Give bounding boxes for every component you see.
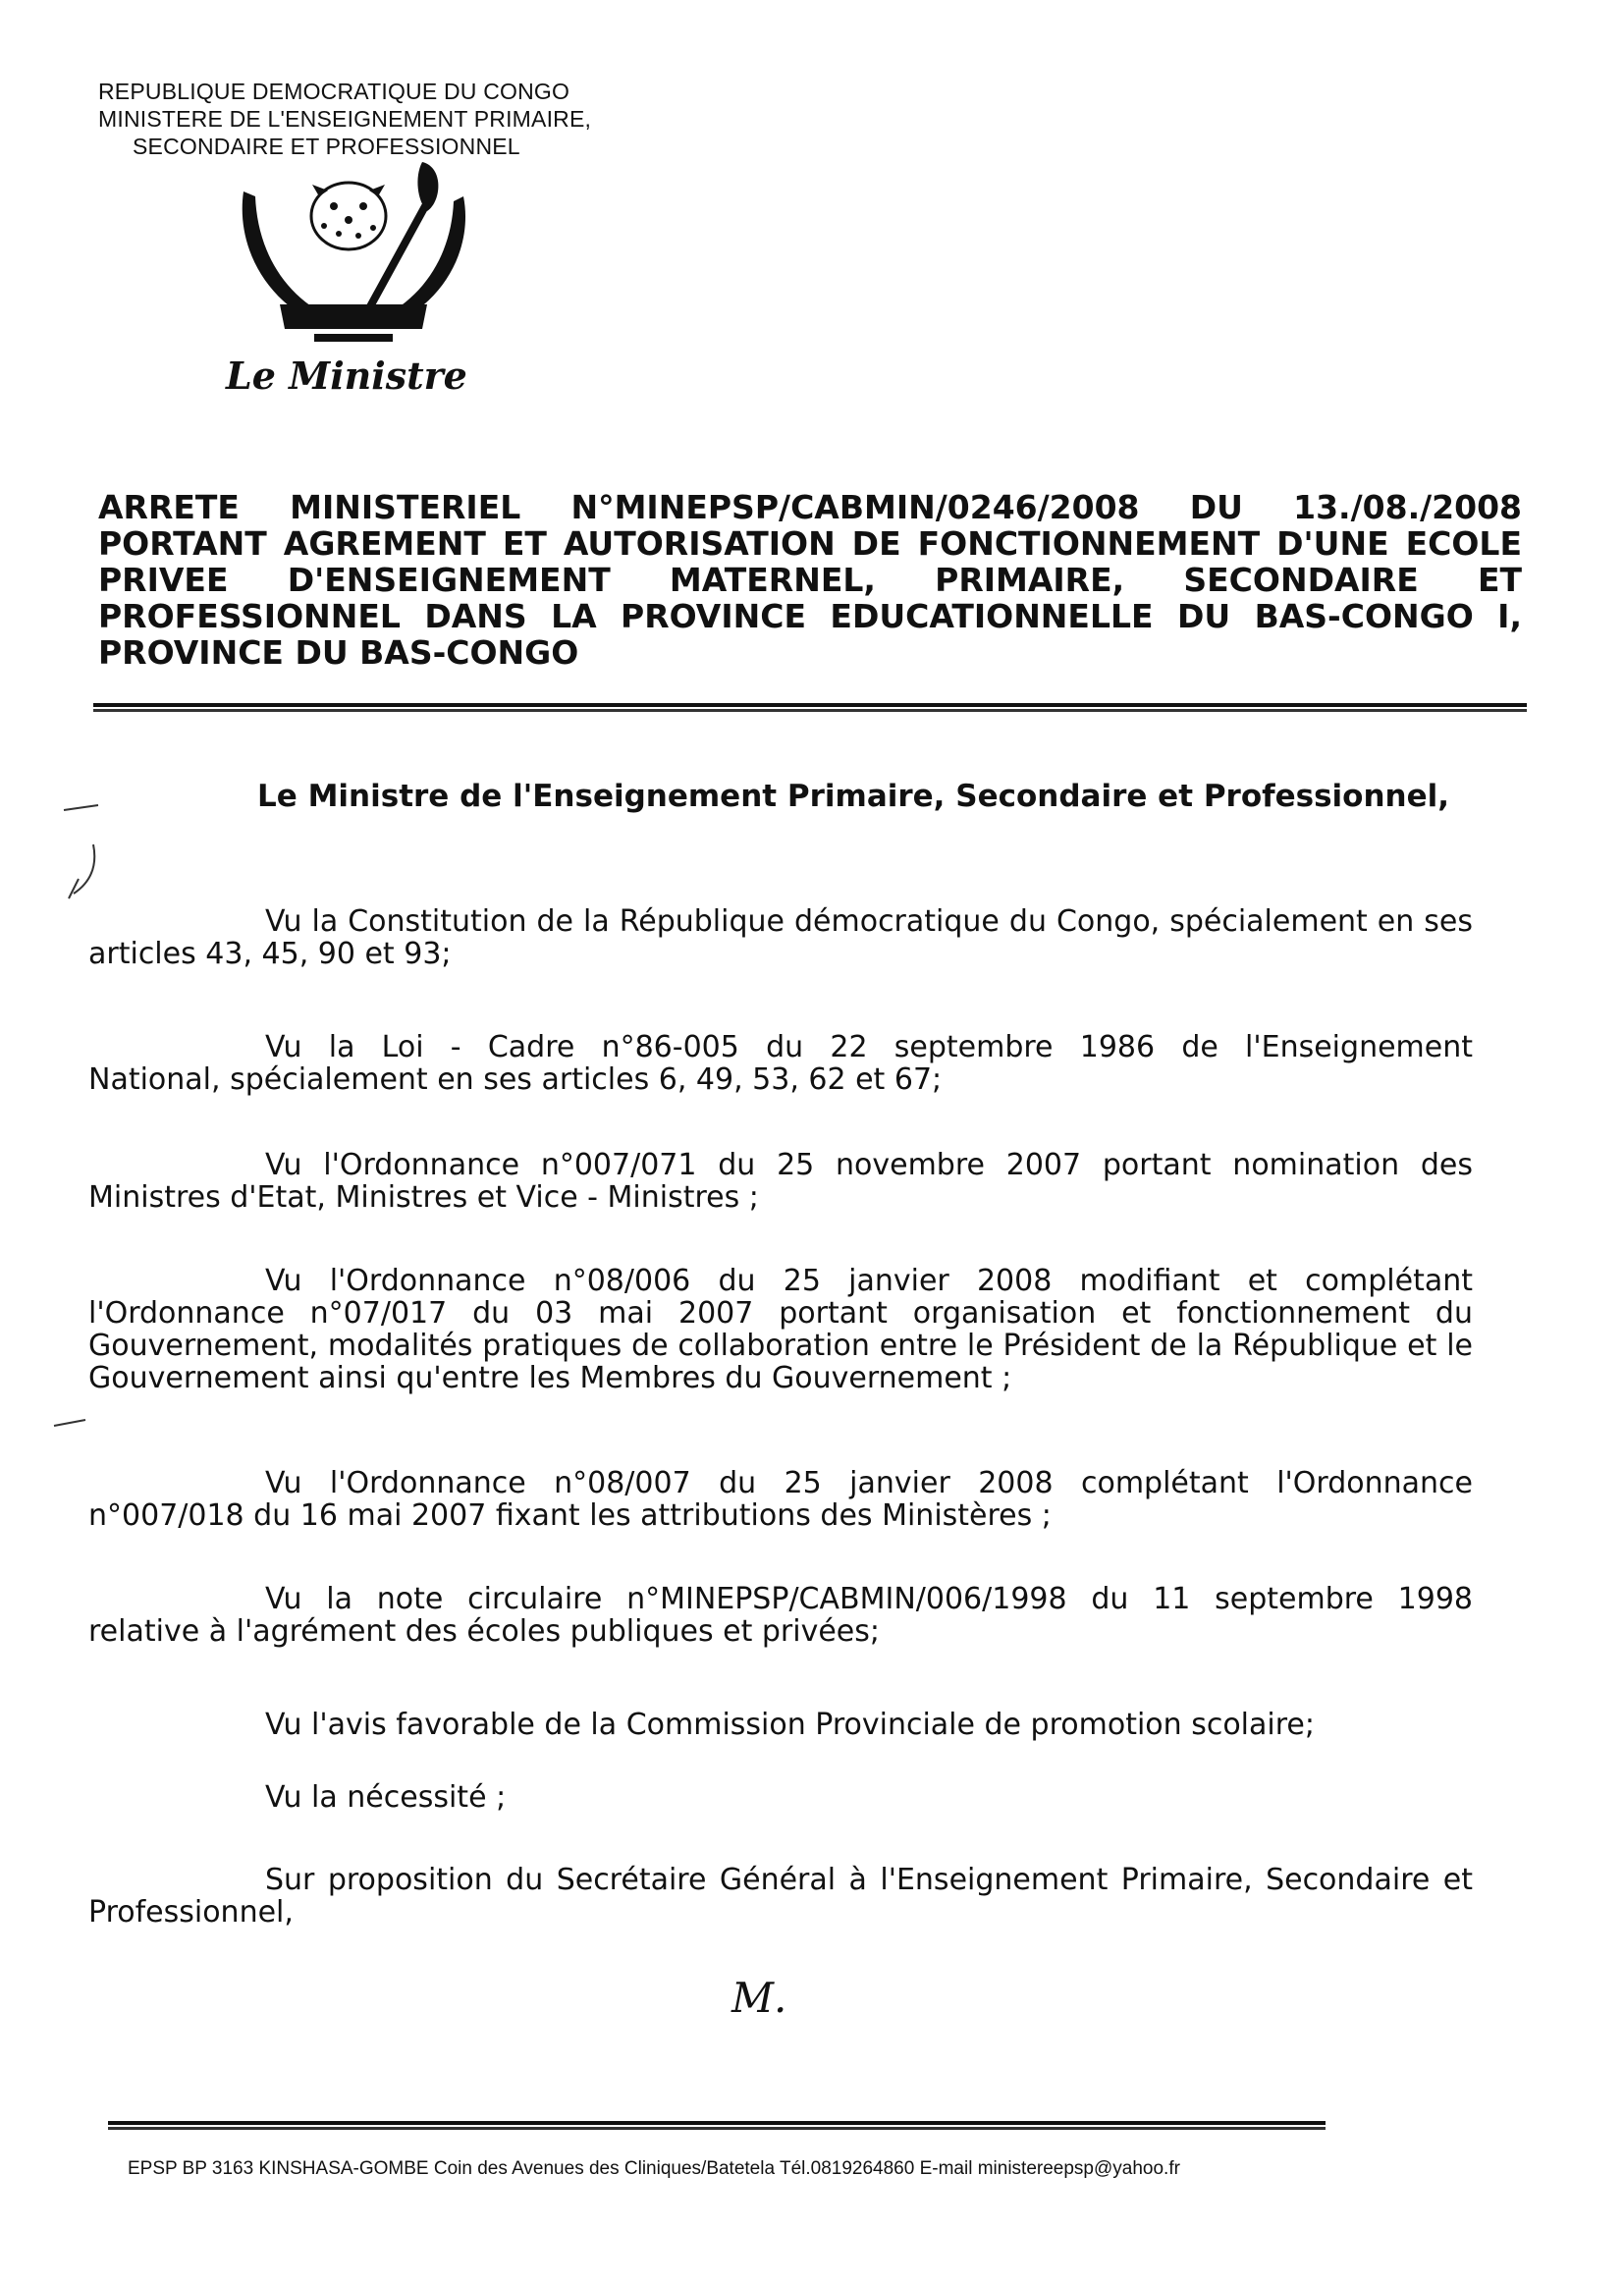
- considerant-1: [88, 905, 1473, 970]
- title-separator: [93, 701, 1527, 715]
- considerant-line: Vu la nécessité ;: [265, 1781, 507, 1814]
- considerant-line: Gouvernement ainsi qu'entre les Membres du Gouvernement ;: [88, 1361, 1012, 1395]
- considerant-2: [88, 1031, 1473, 1096]
- title-line: ARRETE MINISTERIEL N°MINEPSP/CABMIN/0246/2008 DU 13./08./2008: [98, 489, 1522, 525]
- considerant-line: n°007/018 du 16 mai 2007 fixant les attributions des Ministères ;: [88, 1498, 1052, 1533]
- margin-scribble: [59, 800, 108, 918]
- considerant-8: [88, 1781, 1473, 1814]
- considerant-5: [88, 1467, 1473, 1532]
- considerant-line: articles 43, 45, 90 et 93;: [88, 937, 452, 971]
- considerant-line: Ministres d'Etat, Ministres et Vice - Ministres ;: [88, 1180, 759, 1215]
- considerant-4: [88, 1265, 1473, 1394]
- header-ministry: MINISTERE DE L'ENSEIGNEMENT PRIMAIRE,: [98, 106, 592, 132]
- considerant-line: Vu la Loi - Cadre n°86-005 du 22 septembre 1986 de l'Enseignement: [265, 1031, 1473, 1063]
- considerant-9: [88, 1864, 1473, 1929]
- coat-of-arms-emblem: [226, 157, 481, 363]
- title-line: PRIVEE D'ENSEIGNEMENT MATERNEL, PRIMAIRE, SECONDAIRE ET: [98, 562, 1522, 598]
- considerant-line: Vu l'Ordonnance n°08/007 du 25 janvier 2008 complétant l'Ordonnance: [265, 1467, 1473, 1499]
- header-ministry-cont: SECONDAIRE ET PROFESSIONNEL: [133, 134, 520, 159]
- considerant-line: Vu la Constitution de la République démocratique du Congo, spécialement en ses: [265, 905, 1473, 938]
- considerant-line: National, spécialement en ses articles 6, 49, 53, 62 et 67;: [88, 1062, 943, 1097]
- considerant-6: [88, 1583, 1473, 1648]
- footer-separator: [108, 2119, 1326, 2133]
- handwritten-initials: M.: [731, 1974, 787, 2022]
- considerant-line: Sur proposition du Secrétaire Général à l'Enseignement Primaire, Secondaire et: [265, 1864, 1473, 1896]
- footer-address: EPSP BP 3163 KINSHASA-GOMBE Coin des Avenues des Cliniques/Batetela Tél.0819264860 E-mail ministereepsp@yahoo.fr: [128, 2158, 1180, 2179]
- decree-title: [98, 489, 1522, 671]
- header-country: REPUBLIQUE DEMOCRATIQUE DU CONGO: [98, 79, 570, 104]
- considerant-7: [88, 1709, 1473, 1741]
- considerant-line: Vu l'Ordonnance n°007/071 du 25 novembre 2007 portant nomination des: [265, 1149, 1473, 1181]
- considerant-line: l'Ordonnance n°07/017 du 03 mai 2007 portant organisation et fonctionnement du: [88, 1297, 1473, 1330]
- title-line: PORTANT AGREMENT ET AUTORISATION DE FONCTIONNEMENT D'UNE ECOLE: [98, 525, 1522, 562]
- title-line: PROFESSIONNEL DANS LA PROVINCE EDUCATIONNELLE DU BAS-CONGO I,: [98, 598, 1522, 634]
- considerant-line: Vu l'Ordonnance n°08/006 du 25 janvier 2008 modifiant et complétant: [265, 1265, 1473, 1297]
- margin-scribble: [51, 1414, 90, 1434]
- signature-title: Le Ministre: [226, 353, 467, 398]
- minister-heading: Le Ministre de l'Enseignement Primaire, Secondaire et Professionnel,: [257, 779, 1450, 814]
- considerant-line: Vu la note circulaire n°MINEPSP/CABMIN/006/1998 du 11 septembre 1998: [265, 1583, 1473, 1615]
- considerant-line: relative à l'agrément des écoles publiques et privées;: [88, 1614, 881, 1649]
- considerant-line: Gouvernement, modalités pratiques de collaboration entre le Président de la République et le: [88, 1330, 1473, 1362]
- title-line: PROVINCE DU BAS-CONGO: [98, 634, 579, 671]
- considerant-line: Professionnel,: [88, 1895, 294, 1930]
- considerant-line: Vu l'avis favorable de la Commission Provinciale de promotion scolaire;: [265, 1709, 1315, 1741]
- considerant-3: [88, 1149, 1473, 1214]
